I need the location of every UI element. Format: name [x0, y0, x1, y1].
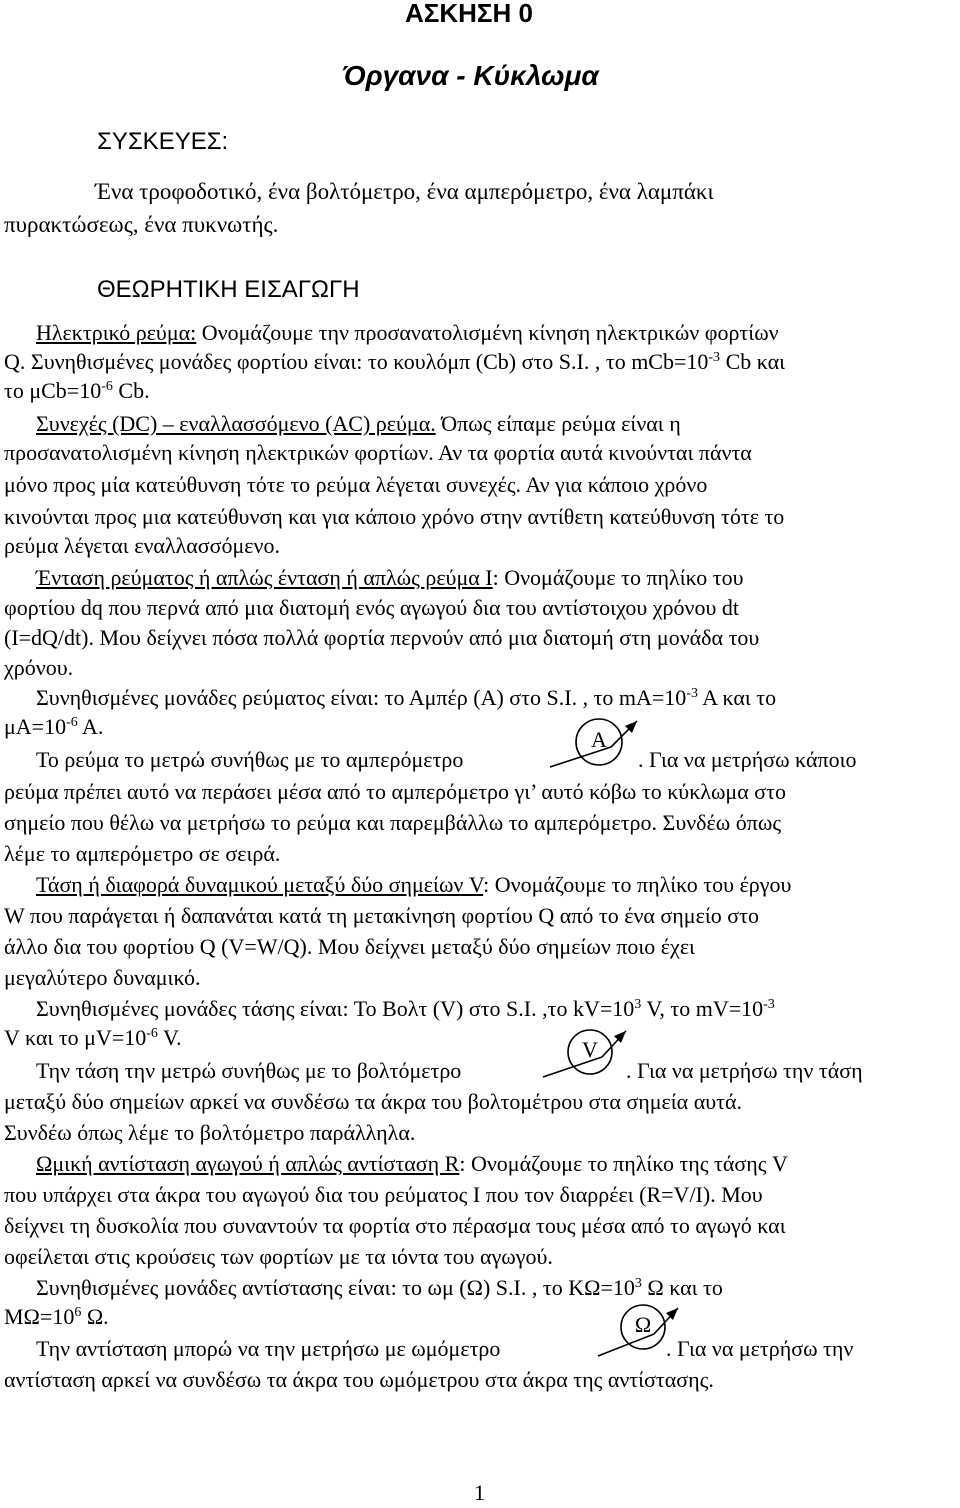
ammeter-symbol	[545, 715, 645, 780]
equipment-line-2: πυρακτώσεως, ένα πυκνωτής.	[4, 212, 279, 237]
resistance-line-3: δείχνει τη δυσκολία που συναντούν τα φορτία στο πέρασμα τους μέσα από το αγωγό και	[4, 1213, 786, 1238]
voltmeter-line-1a: Την τάση την μετρώ συνήθως με το βολτόμετρο	[36, 1058, 462, 1083]
dcac-term: Συνεχές (DC) – εναλλασσόμενο (AC) ρεύμα.	[36, 411, 436, 436]
resistance-term: Ωμική αντίσταση αγωγού ή απλώς αντίσταση R	[36, 1151, 460, 1176]
voltmeter-line-2: μεταξύ δύο σημείων αρκεί να συνδέσω τα άκρα του βολτομέτρου στα σημεία αυτά.	[4, 1089, 742, 1114]
resistance-units-line-2: $M\Omega=10^6$ Ω.	[4, 1304, 109, 1329]
voltmeter-line-1b: . Για να μετρήσω την τάση	[626, 1058, 863, 1083]
voltage-line-4: μεγαλύτερο δυναμικό.	[4, 965, 201, 990]
dcac-line-3: μόνο προς μία κατεύθυνση τότε το ρεύμα λέγεται συνεχές. Αν για κάποιο χρόνο	[4, 472, 708, 497]
ohmmeter-line-1b: . Για να μετρήσω την	[666, 1336, 854, 1361]
current-paragraph-line-2: Q. Συνηθισμένες μονάδες φορτίου είναι: το κουλόμπ (Cb) στο S.I. , το $mCb=10^{-3}$ Cb και	[4, 349, 786, 374]
ammeter-line-3: σημείο που θέλω να μετρήσω το ρεύμα και παρεμβάλλω το αμπερόμετρο. Συνδέω όπως	[4, 810, 782, 835]
voltmeter-line-3: Συνδέω όπως λέμε το βολτόμετρο παράλληλα.	[4, 1120, 416, 1145]
dcac-line-4: κινούνται προς μια κατεύθυνση και για κάποιο χρόνο στην αντίθετη κατεύθυνση τότε το	[4, 504, 785, 529]
dcac-line-1: Συνεχές (DC) – εναλλασσόμενο (AC) ρεύμα. Όπως είπαμε ρεύμα είναι η	[36, 411, 681, 436]
intensity-line-2: φορτίου dq που περνά από μια διατομή ενός αγωγού δια του αντίστοιχου χρόνου dt	[4, 595, 739, 620]
dcac-line-2: προσανατολισμένη κίνηση ηλεκτρικών φορτίων. Αν τα φορτία αυτά κινούνται πάντα	[4, 440, 752, 465]
resistance-line-4: οφείλεται στις κρούσεις των φορτίων με τα ιόντα του αγωγού.	[4, 1244, 553, 1269]
voltage-line-1: Τάση ή διαφορά δυναμικού μεταξύ δύο σημείων V: Ονομάζουμε το πηλίκο του έργου	[36, 872, 792, 897]
current-term: Ηλεκτρικό ρεύμα:	[36, 320, 197, 345]
ohmmeter-label: Ω	[634, 1312, 652, 1337]
ammeter-line-4: λέμε το αμπερόμετρο σε σειρά.	[4, 841, 281, 866]
theory-heading: ΘΕΩΡΗΤΙΚΗ ΕΙΣΑΓΩΓΗ	[97, 276, 360, 303]
ammeter-label: A	[591, 727, 607, 752]
voltmeter-symbol	[538, 1025, 638, 1090]
voltage-term: Τάση ή διαφορά δυναμικού μεταξύ δύο σημείων V	[36, 872, 484, 897]
equipment-line-1: Ένα τροφοδοτικό, ένα βολτόμετρο, ένα αμπερόμετρο, ένα λαμπάκι	[95, 179, 714, 204]
resistance-units-line-1: Συνηθισμένες μονάδες αντίστασης είναι: το ωμ (Ω) S.I. , το $K\Omega=10^3$ Ω και το	[36, 1275, 723, 1300]
intensity-units-line-2: $\mu A=10^{-6}$ A.	[4, 714, 104, 739]
page-title: ΑΣΚΗΣΗ 0	[405, 0, 533, 28]
intensity-term: Ένταση ρεύματος ή απλώς ένταση ή απλώς ρεύμα I	[36, 565, 493, 590]
voltage-units-line-1: Συνηθισμένες μονάδες τάσης είναι: Το Βολτ (V) στο S.I. ,το $kV=10^3$ V, το $mV=10^{-3}$	[36, 996, 775, 1021]
intensity-line-1: Ένταση ρεύματος ή απλώς ένταση ή απλώς ρεύμα I: Ονομάζουμε το πηλίκο του	[36, 565, 744, 590]
current-paragraph-line-3: το $\mu Cb=10^{-6}$ Cb.	[4, 378, 150, 403]
ammeter-line-1b: . Για να μετρήσω κάποιο	[638, 747, 857, 772]
dcac-line-5: ρεύμα λέγεται εναλλασσόμενο.	[4, 533, 280, 558]
ammeter-line-1a: Το ρεύμα το μετρώ συνήθως με το αμπερόμετρο	[36, 747, 464, 772]
page-number: 1	[474, 1480, 485, 1505]
intensity-line-4: χρόνου.	[4, 655, 74, 680]
intensity-units-line-1: Συνηθισμένες μονάδες ρεύματος είναι: το Αμπέρ (Α) στο S.I. , το $mA=10^{-3}$ A και το	[36, 685, 777, 710]
resistance-line-2: που υπάρχει στα άκρα του αγωγού δια του ρεύματος I που τον διαρρέει (R=V/I). Μου	[4, 1182, 763, 1207]
equipment-heading: ΣΥΣΚΕΥΕΣ:	[97, 128, 229, 155]
ohmmeter-line-1a: Την αντίσταση μπορώ να την μετρήσω με ωμόμετρο	[36, 1336, 501, 1361]
resistance-line-1: Ωμική αντίσταση αγωγού ή απλώς αντίσταση R: Ονομάζουμε το πηλίκο της τάσης V	[36, 1151, 788, 1176]
ammeter-line-2: ρεύμα πρέπει αυτό να περάσει μέσα από το αμπερόμετρο γι’ αυτό κόβω το κύκλωμα στο	[4, 779, 786, 804]
current-paragraph-line-1: Ηλεκτρικό ρεύμα: Ονομάζουμε την προσανατολισμένη κίνηση ηλεκτρικών φορτίων	[36, 320, 779, 345]
intensity-line-3: (I=dQ/dt). Μου δείχνει πόσα πολλά φορτία περνούν από μια διατομή στη μονάδα του	[4, 625, 760, 650]
voltage-line-2: W που παράγεται ή δαπανάται κατά τη μετακίνηση φορτίου Q από το ένα σημείο στο	[4, 903, 759, 928]
ohmmeter-line-2: αντίσταση αρκεί να συνδέσω τα άκρα του ωμόμετρου στα άκρα της αντίστασης.	[4, 1367, 714, 1392]
voltmeter-label: V	[582, 1037, 598, 1062]
voltage-units-line-2: V και το $\mu V=10^{-6}$ V.	[4, 1025, 182, 1050]
voltage-line-3: άλλο δια του φορτίου Q (V=W/Q). Μου δείχνει μεταξύ δύο σημείων ποιο έχει	[4, 934, 695, 959]
page-subtitle: Όργανα - Κύκλωμα	[342, 60, 599, 91]
